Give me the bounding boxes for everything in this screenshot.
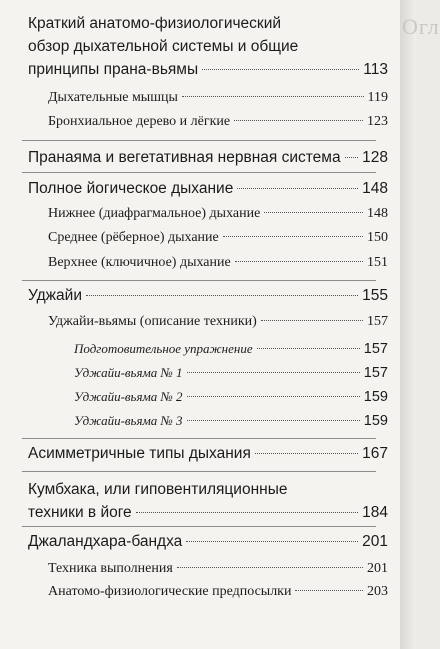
toc-entry-title: Дыхательные мышцы bbox=[48, 90, 178, 105]
toc-entry-title: Нижнее (диафрагмальное) дыхание bbox=[48, 206, 261, 221]
toc-entry-title: Уджайи-вьяма № 3 bbox=[74, 413, 183, 428]
toc-entry-title-line: Краткий анатомо-физиологический bbox=[28, 15, 282, 32]
toc-entry-title: Уджайи-вьяма № 1 bbox=[74, 365, 183, 380]
leader-dots bbox=[187, 372, 360, 373]
toc-entry-sub bbox=[0, 314, 388, 330]
toc-entry-main bbox=[0, 287, 388, 305]
leader-dots bbox=[182, 96, 364, 97]
toc-entry-title: Верхнее (ключичное) дыхание bbox=[48, 255, 231, 270]
leader-dots bbox=[255, 453, 358, 454]
toc-page-number: 123 bbox=[367, 114, 388, 129]
toc-entry-subsub bbox=[0, 341, 388, 357]
toc-entry-title: Асимметричные типы дыхания bbox=[28, 445, 251, 462]
toc-entry-title: Уджайи-вьяма № 2 bbox=[74, 389, 183, 404]
toc-page-number: 128 bbox=[362, 149, 388, 166]
toc-entry-title: Анатомо-физиологические предпосылки bbox=[48, 584, 292, 599]
toc-page-number: 159 bbox=[363, 413, 388, 429]
toc-entry-title: Полное йогическое дыхание bbox=[28, 180, 234, 197]
toc-entry-title-line: принципы прана-вьямы bbox=[28, 61, 199, 78]
leader-dots bbox=[136, 512, 358, 513]
section-divider bbox=[22, 140, 376, 141]
toc-page-number: 159 bbox=[363, 389, 388, 405]
facing-page-edge bbox=[400, 0, 416, 649]
toc-entry-title: Подготовительное упражнение bbox=[74, 341, 253, 356]
leader-dots bbox=[257, 348, 360, 349]
leader-dots bbox=[187, 420, 360, 421]
leader-dots bbox=[295, 590, 363, 591]
toc-page-number: 157 bbox=[363, 341, 388, 357]
leader-dots bbox=[261, 320, 363, 321]
leader-dots bbox=[202, 69, 359, 70]
toc-page-number: 201 bbox=[362, 533, 388, 550]
toc-entry-sub bbox=[0, 561, 388, 577]
toc-entry-sub bbox=[0, 584, 388, 600]
toc-entry-title: Техника выполнения bbox=[48, 561, 173, 576]
toc-page-number: 167 bbox=[362, 445, 388, 462]
toc-entry-title-line: Кумбхака, или гиповентиляционные bbox=[28, 481, 288, 498]
leader-dots bbox=[187, 396, 360, 397]
toc-entry-main bbox=[0, 180, 388, 198]
toc-page-number: 148 bbox=[367, 206, 388, 221]
leader-dots bbox=[237, 188, 358, 189]
toc-page-number: 201 bbox=[367, 561, 388, 576]
toc-entry-title: Пранаяма и вегетативная нервная система bbox=[28, 149, 341, 166]
toc-entry-main bbox=[0, 445, 388, 463]
leader-dots bbox=[177, 567, 363, 568]
leader-dots bbox=[186, 541, 358, 542]
toc-page-number: 157 bbox=[363, 365, 388, 381]
leader-dots bbox=[234, 120, 363, 121]
toc-entry-title-line: обзор дыхательной системы и общие bbox=[28, 38, 299, 55]
toc-entry-title: Уджайи bbox=[28, 287, 82, 304]
toc-entry-main bbox=[0, 533, 388, 551]
toc-entry-title: Джаландхара-бандха bbox=[28, 533, 183, 550]
leader-dots bbox=[223, 236, 363, 237]
toc-page-number: 113 bbox=[363, 61, 388, 78]
toc-entry-sub bbox=[0, 114, 388, 130]
toc-entry-subsub bbox=[0, 413, 388, 429]
toc-page-number: 184 bbox=[362, 504, 388, 521]
toc-page-number: 157 bbox=[367, 314, 388, 329]
toc-entry-title: Среднее (рёберное) дыхание bbox=[48, 230, 219, 245]
leader-dots bbox=[345, 157, 359, 158]
toc-entry-subsub bbox=[0, 389, 388, 405]
facing-page-text: Огл bbox=[402, 14, 440, 39]
section-divider bbox=[22, 471, 376, 472]
leader-dots bbox=[264, 212, 363, 213]
toc-entry-sub bbox=[0, 255, 388, 271]
section-divider bbox=[22, 280, 376, 281]
toc-page-number: 148 bbox=[362, 180, 388, 197]
toc-entry-subsub bbox=[0, 365, 388, 381]
toc-page-number: 119 bbox=[367, 90, 388, 105]
leader-dots bbox=[235, 261, 363, 262]
toc-entry-main bbox=[0, 478, 388, 524]
toc-entry-sub bbox=[0, 90, 388, 106]
toc-page-number: 203 bbox=[367, 584, 388, 599]
toc-page-number: 150 bbox=[367, 230, 388, 245]
toc-entry-title: Уджайи-вьямы (описание техники) bbox=[48, 314, 257, 329]
toc-entry-main bbox=[0, 149, 388, 167]
toc-entry-title-line: техники в йоге bbox=[28, 504, 132, 521]
toc-entry-sub bbox=[0, 206, 388, 222]
toc-entry-sub bbox=[0, 230, 388, 246]
section-divider bbox=[22, 438, 376, 439]
toc-page-number: 151 bbox=[367, 255, 388, 270]
leader-dots bbox=[86, 295, 358, 296]
section-divider bbox=[22, 172, 376, 173]
toc-entry-title: Бронхиальное дерево и лёгкие bbox=[48, 114, 231, 129]
toc-page-number: 155 bbox=[362, 287, 388, 304]
section-divider bbox=[22, 526, 376, 527]
toc-entry-main bbox=[0, 12, 388, 81]
